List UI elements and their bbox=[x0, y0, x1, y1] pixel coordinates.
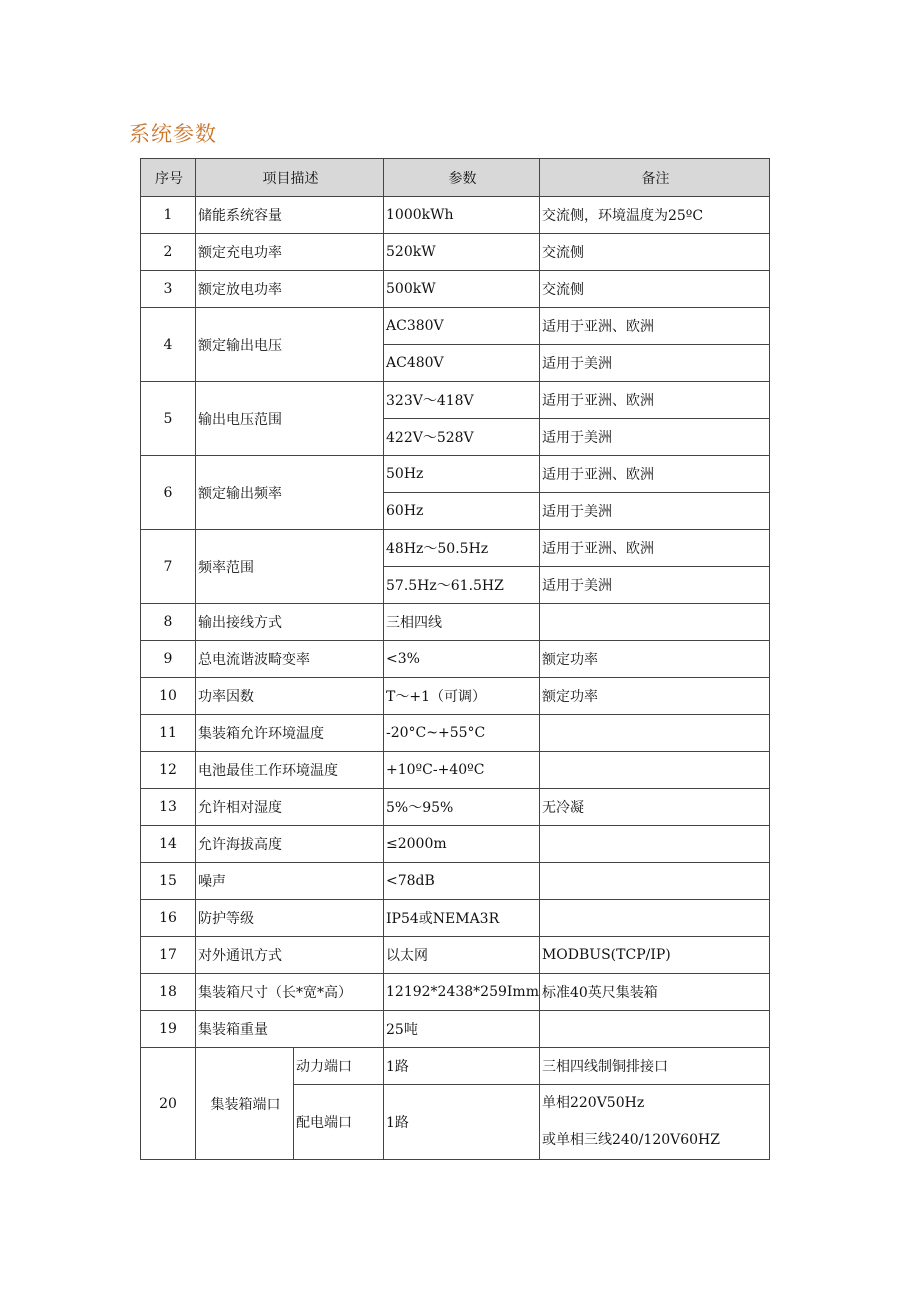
note-value bbox=[539, 752, 769, 789]
table-row bbox=[141, 678, 770, 715]
row-number: 1 bbox=[141, 197, 196, 234]
note-value: 额定功率 bbox=[539, 678, 769, 715]
section-title: 系统参数 bbox=[129, 122, 217, 146]
param-value: 57.5Hz～61.5HZ bbox=[384, 567, 540, 604]
row-number: 7 bbox=[141, 530, 196, 604]
note-value: 交流侧 bbox=[539, 271, 769, 308]
row-number: 11 bbox=[141, 715, 196, 752]
param-value: -20°C~+55°C bbox=[384, 715, 540, 752]
row-number: 19 bbox=[141, 1011, 196, 1048]
note-line: 或单相三线240/120V60HZ bbox=[541, 1132, 720, 1148]
param-value: 12192*2438*259Imm bbox=[384, 974, 540, 1011]
item-description: 额定输出频率 bbox=[196, 456, 384, 530]
note-value bbox=[539, 604, 769, 641]
note-value: 适用于美洲 bbox=[539, 567, 769, 604]
table-row bbox=[141, 752, 770, 789]
param-value: T～+1（可调） bbox=[384, 678, 540, 715]
item-description: 集装箱尺寸（长*宽*高） bbox=[196, 974, 384, 1011]
item-description: 对外通讯方式 bbox=[196, 937, 384, 974]
row-number: 13 bbox=[141, 789, 196, 826]
param-value: 1路 bbox=[384, 1085, 540, 1160]
param-value: 520kW bbox=[384, 234, 540, 271]
note-value: 适用于亚洲、欧洲 bbox=[539, 456, 769, 493]
param-value: IP54或NEMA3R bbox=[384, 900, 540, 937]
param-value: 323V～418V bbox=[384, 382, 540, 419]
system-parameters-table bbox=[140, 158, 770, 1160]
table-row bbox=[141, 604, 770, 641]
param-value: <3% bbox=[384, 641, 540, 678]
note-value: 交流侧，环境温度为25ºC bbox=[539, 197, 769, 234]
param-value: AC380V bbox=[384, 308, 540, 345]
table-row bbox=[141, 197, 770, 234]
param-value: 500kW bbox=[384, 271, 540, 308]
item-description: 额定充电功率 bbox=[196, 234, 384, 271]
note-value: 适用于美洲 bbox=[539, 493, 769, 530]
note-value: 交流侧 bbox=[539, 234, 769, 271]
row-number: 9 bbox=[141, 641, 196, 678]
param-value: 以太网 bbox=[384, 937, 540, 974]
header-note: 备注 bbox=[539, 159, 769, 197]
table-row bbox=[141, 826, 770, 863]
table-row bbox=[141, 234, 770, 271]
param-value: 25吨 bbox=[384, 1011, 540, 1048]
table-row bbox=[141, 1011, 770, 1048]
note-value bbox=[539, 900, 769, 937]
item-description: 噪声 bbox=[196, 863, 384, 900]
note-value: 无冷凝 bbox=[539, 789, 769, 826]
row-number: 6 bbox=[141, 456, 196, 530]
note-value: 三相四线制铜排接口 bbox=[539, 1048, 769, 1085]
table-body bbox=[141, 197, 770, 1160]
table-row bbox=[141, 382, 770, 419]
item-description: 允许海拔高度 bbox=[196, 826, 384, 863]
note-value: 标准40英尺集装箱 bbox=[539, 974, 769, 1011]
table-row bbox=[141, 641, 770, 678]
item-description: 储能系统容量 bbox=[196, 197, 384, 234]
table-row bbox=[141, 271, 770, 308]
note-value: 适用于亚洲、欧洲 bbox=[539, 530, 769, 567]
item-description: 功率因数 bbox=[196, 678, 384, 715]
note-value bbox=[539, 1011, 769, 1048]
param-value: 5%～95% bbox=[384, 789, 540, 826]
row-number: 14 bbox=[141, 826, 196, 863]
row-number: 4 bbox=[141, 308, 196, 382]
row-number: 2 bbox=[141, 234, 196, 271]
item-description: 集装箱端口 bbox=[196, 1048, 294, 1160]
table-row bbox=[141, 937, 770, 974]
row-number: 12 bbox=[141, 752, 196, 789]
table-row bbox=[141, 974, 770, 1011]
param-value: +10ºC-+40ºC bbox=[384, 752, 540, 789]
item-description: 防护等级 bbox=[196, 900, 384, 937]
note-value bbox=[539, 715, 769, 752]
note-value: MODBUS(TCP/IP) bbox=[539, 937, 769, 974]
param-value: AC480V bbox=[384, 345, 540, 382]
row-number: 15 bbox=[141, 863, 196, 900]
item-description: 输出电压范围 bbox=[196, 382, 384, 456]
note-value: 适用于美洲 bbox=[539, 419, 769, 456]
note-value: 适用于美洲 bbox=[539, 345, 769, 382]
param-value: 1路 bbox=[384, 1048, 540, 1085]
item-description: 集装箱允许环境温度 bbox=[196, 715, 384, 752]
note-line: 单相220V50Hz bbox=[541, 1095, 645, 1111]
table-row bbox=[141, 789, 770, 826]
item-description: 电池最佳工作环境温度 bbox=[196, 752, 384, 789]
note-value bbox=[539, 863, 769, 900]
table-row bbox=[141, 530, 770, 567]
item-description: 集装箱重量 bbox=[196, 1011, 384, 1048]
param-value: 60Hz bbox=[384, 493, 540, 530]
table-row bbox=[141, 456, 770, 493]
item-description: 频率范围 bbox=[196, 530, 384, 604]
row-number: 3 bbox=[141, 271, 196, 308]
item-description: 允许相对湿度 bbox=[196, 789, 384, 826]
row-number: 20 bbox=[141, 1048, 196, 1160]
row-number: 18 bbox=[141, 974, 196, 1011]
table-row bbox=[141, 863, 770, 900]
table-row bbox=[141, 1048, 770, 1085]
table-row bbox=[141, 900, 770, 937]
item-description: 总电流谐波畸变率 bbox=[196, 641, 384, 678]
param-value: ≤2000m bbox=[384, 826, 540, 863]
param-value: 1000kWh bbox=[384, 197, 540, 234]
item-description: 额定输出电压 bbox=[196, 308, 384, 382]
header-item: 项目描述 bbox=[196, 159, 384, 197]
note-value: 额定功率 bbox=[539, 641, 769, 678]
row-number: 5 bbox=[141, 382, 196, 456]
row-number: 8 bbox=[141, 604, 196, 641]
param-value: 48Hz～50.5Hz bbox=[384, 530, 540, 567]
table-row bbox=[141, 715, 770, 752]
table-header-row bbox=[141, 159, 770, 197]
port-label: 配电端口 bbox=[294, 1085, 384, 1160]
param-value: <78dB bbox=[384, 863, 540, 900]
note-value: 适用于亚洲、欧洲 bbox=[539, 382, 769, 419]
row-number: 10 bbox=[141, 678, 196, 715]
item-description: 输出接线方式 bbox=[196, 604, 384, 641]
param-value: 三相四线 bbox=[384, 604, 540, 641]
row-number: 17 bbox=[141, 937, 196, 974]
note-value: 适用于亚洲、欧洲 bbox=[539, 308, 769, 345]
item-description: 额定放电功率 bbox=[196, 271, 384, 308]
param-value: 422V～528V bbox=[384, 419, 540, 456]
note-value bbox=[539, 1085, 769, 1160]
table-row bbox=[141, 308, 770, 345]
row-number: 16 bbox=[141, 900, 196, 937]
note-value bbox=[539, 826, 769, 863]
port-label: 动力端口 bbox=[294, 1048, 384, 1085]
header-param: 参数 bbox=[384, 159, 540, 197]
header-no: 序号 bbox=[141, 159, 196, 197]
param-value: 50Hz bbox=[384, 456, 540, 493]
